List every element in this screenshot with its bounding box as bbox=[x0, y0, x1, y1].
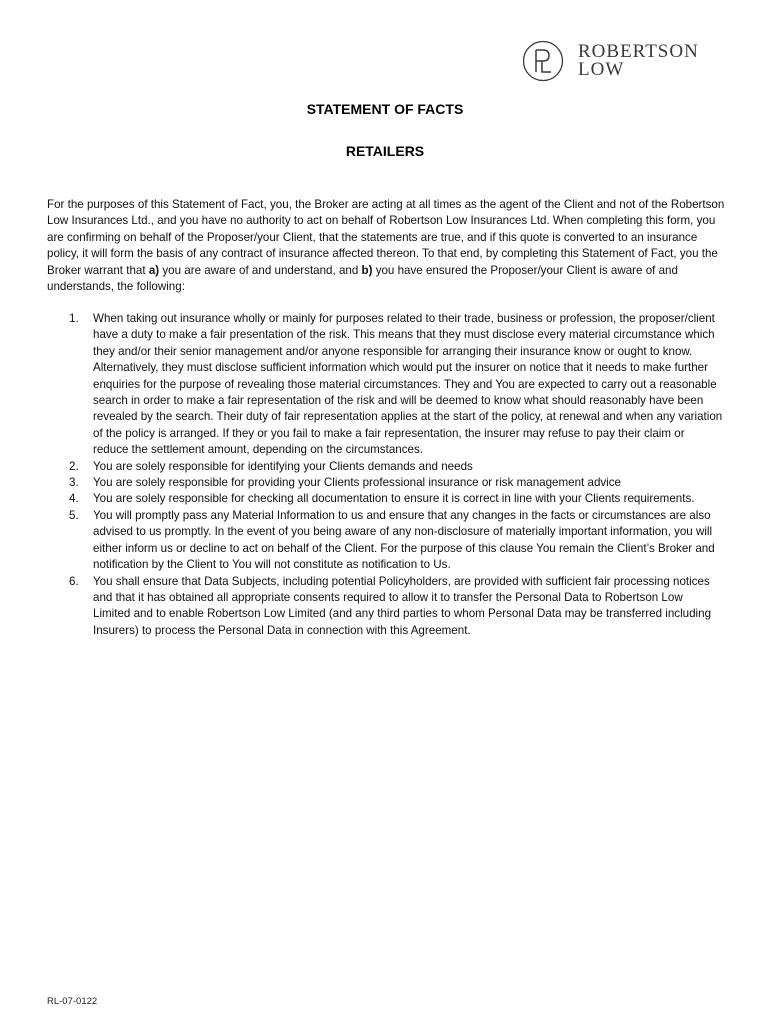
list-item-text: You are solely responsible for identifying your Clients demands and needs bbox=[93, 459, 473, 473]
list-item bbox=[47, 475, 723, 491]
list-item bbox=[47, 508, 723, 574]
list-item-text: You are solely responsible for checking all documentation to ensure it is correct in line with your Clients requirements. bbox=[93, 492, 695, 506]
list-item bbox=[47, 459, 723, 475]
intro-text-3: you have ensured the Proposer/your Client is aware of and understands, the following: bbox=[47, 263, 678, 294]
list-number: 5. bbox=[69, 508, 79, 522]
list-number: 4. bbox=[69, 492, 79, 506]
list-number: 6. bbox=[69, 574, 79, 588]
list-item-text: You will promptly pass any Material Information to us and ensure that any changes in the facts or circumstances are also advised to us promptly. In the event of you being aware of any non-disclosure of materially important information, you will either inform us or decline to act on behalf of the Client. For the purpose of this clause You remain the Client’s Broker and notification by the Client to You will not constitute as notification to Us. bbox=[93, 508, 715, 572]
document-title: STATEMENT OF FACTS bbox=[306, 101, 464, 117]
intro-text-1: For the purposes of this Statement of Fact, you, the Broker are acting at all times as the agent of the Client and not of the Robertson Low Insurances Ltd., and you have no authority to act on behalf of Robertson Low Insurances Ltd. When completing this form, you are confirming on behalf of the Proposer/your Client, that the statements are true, and if this quote is converted to an insurance policy, it will form the basis of any contract of insurance affected thereon. To that end, by completing this Statement of Fact, you the Broker warrant that bbox=[47, 198, 725, 277]
list-item-text: When taking out insurance wholly or mainly for purposes related to their trade, business or profession, the proposer/client have a duty to make a fair presentation of the risk. This means that they must disclose every material circumstance which they and/or their senior management and/or anyone responsible for arranging their insurance know or ought to know. Alternatively, they must disclose sufficient information which would put the insurer on notice that it needs to make further enquiries for the purpose of revealing those material circumstances. They and You are expected to carry out a reasonable search in order to make a fair representation of the risk and will be deemed to know what should reasonably have been revealed by the search. Their duty of fair representation applies at the start of the policy, at renewal and when any variation of the policy is arranged. If they or you fail to make a fair representation, the insurer may refuse to pay their claim or reduce the settlement amount, depending on the circumstances. bbox=[93, 312, 723, 457]
logo-line-2: LOW bbox=[578, 59, 625, 80]
intro-text-2: you are aware of and understand, and bbox=[159, 263, 362, 277]
company-logo bbox=[522, 40, 699, 82]
list-item-text: You shall ensure that Data Subjects, including potential Policyholders, are provided with sufficient fair processing notices and that it has obtained all appropriate consents required to allow it to transfer the Personal Data to Robertson Low Limited and to enable Robertson Low Limited (and any third parties to whom Personal Data may be transferred including Insurers) to process the Personal Data in connection with this Agreement. bbox=[93, 574, 712, 637]
list-number: 3. bbox=[69, 476, 79, 490]
list-item bbox=[47, 574, 723, 640]
logo-line-1: ROBERTSON bbox=[578, 41, 699, 62]
list-number: 1. bbox=[69, 312, 79, 325]
intro-paragraph bbox=[47, 197, 727, 295]
terms-list bbox=[47, 311, 723, 639]
list-number: 2. bbox=[69, 459, 79, 473]
intro-marker-a: a) bbox=[148, 263, 160, 277]
list-item bbox=[47, 491, 723, 507]
list-item-text: You are solely responsible for providing your Clients professional insurance or risk management advice bbox=[93, 476, 622, 490]
list-item bbox=[47, 311, 723, 459]
rl-monogram-icon bbox=[522, 40, 564, 82]
logo-wordmark bbox=[578, 43, 699, 79]
intro-marker-b: b) bbox=[361, 263, 373, 277]
form-code: RL-07-0122 bbox=[47, 996, 98, 1007]
document-subtitle: RETAILERS bbox=[345, 143, 425, 159]
